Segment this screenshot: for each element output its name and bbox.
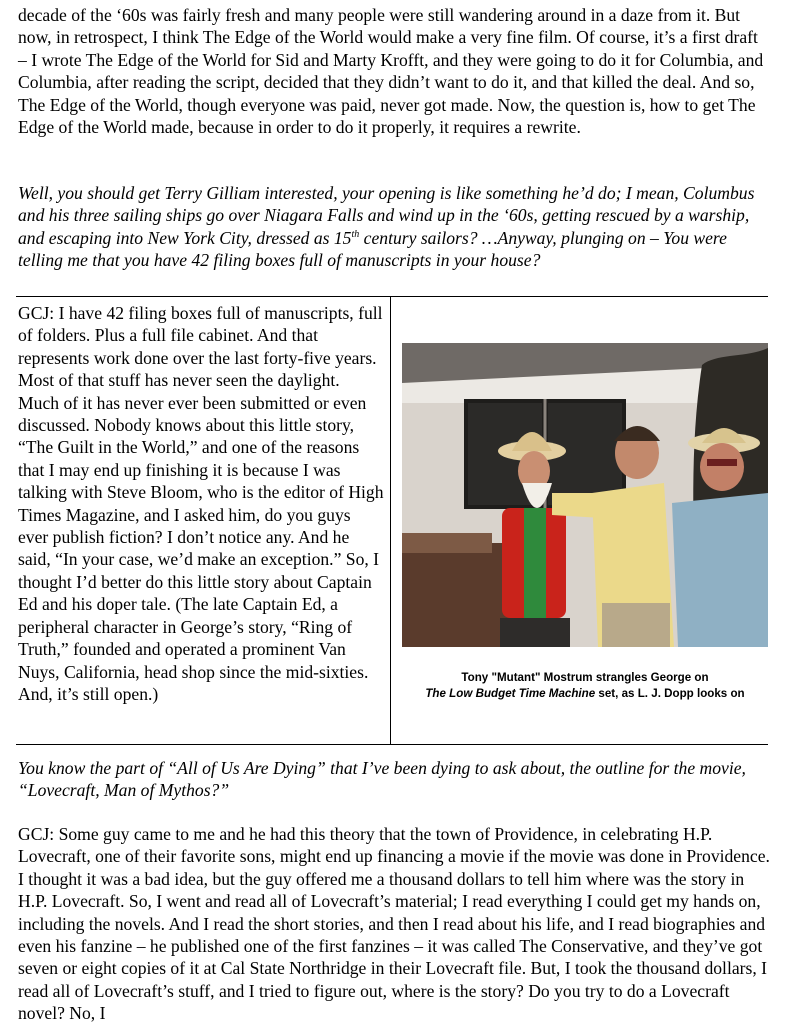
caption-line-2 xyxy=(396,686,774,702)
photograph xyxy=(402,343,768,647)
question-lovecraft: You know the part of “All of Us Are Dying” that I’ve been dying to ask about, the outline for the movie, “Lovecraft, Man of Mythos?” xyxy=(18,758,746,801)
question-terry-gilliam xyxy=(18,182,770,272)
answer-filing-boxes: GCJ: I have 42 filing boxes full of manuscripts, full of folders. Plus a full file cabinet. And that represents work done over the last forty-five years. Most of that stuff has never seen the daylight. Much of it has never ever been submitted or even discussed. Nobody knows about this little story, “The Guilt in the World,” and one of the reasons that I may end up finishing it is because I was talking with Steve Bloom, who is the editor of High Times Magazine, and I asked him, do you guys ever publish fiction? I don’t notice any. And he said, “In your case, we’d make an exception.” So, I thought I’d better do this little story about Captain Ed and his doper tale. (The late Captain Ed, a peripheral character in George’s story, “Ring of Truth,” founded and operated a prominent Van Nuys, California, head shop since the mid-sixties. And, it’s still open.) xyxy=(18,303,384,704)
caption-film-title: The Low Budget Time Machine xyxy=(425,687,596,700)
column-divider xyxy=(390,296,391,744)
question-text-b: century sailors? …Anyway, plunging on – You were telling me that you have 42 filing boxes full of manuscripts in your house? xyxy=(18,227,727,271)
superscript-th: th xyxy=(351,228,360,240)
divider-bottom xyxy=(16,744,768,745)
photo-caption xyxy=(396,670,774,702)
divider-top xyxy=(16,296,768,297)
caption-line-1: Tony "Mutant" Mostrum strangles George on xyxy=(461,671,709,684)
answer-lovecraft: GCJ: Some guy came to me and he had this theory that the town of Providence, in celebrating H.P. Lovecraft, one of their favorite sons, might end up financing a movie if the movie was done in Providence. I thought it was a bad idea, but the guy offered me a thousand dollars to tell him where was the story in H.P. Lovecraft. So, I went and read all of Lovecraft’s material; I read everything I could get my hands on, including the novels. And I read the short stories, and then I read about his life, and I read biographies and even his fanzine – he published one of the first fanzines – it was called The Conservative, and they’ve got seven or eight copies of it at Cal State Northridge in their Lovecraft file. But, I took the thousand dollars, I read all of Lovecraft’s stuff, and I tried to figure out, where is the story? Do you try to do a Lovecraft novel? No, I xyxy=(18,824,770,1024)
paragraph-edge-of-the-world: decade of the ‘60s was fairly fresh and many people were still wandering around in a daze from it. But now, in retrospect, I think The Edge of the World would make a very fine film. Of course, it’s a first draft – I wrote The Edge of the World for Sid and Marty Krofft, and they were going to do it for Columbia, and Columbia, after reading the script, decided that they didn’t want to do it, and that killed the deal. And so, The Edge of the World, though everyone was paid, never got made. Now, the question is, how to get The Edge of the World made, because in order to do it properly, it requires a rewrite. xyxy=(18,5,764,138)
question-text-a: Well, you should get Terry Gilliam interested, your opening is like something he’d do; I mean, Columbus and his three sailing ships go over Niagara Falls and wind up in the ‘60s, getting rescued by a warship, and escaping into New York City, dressed as 15 xyxy=(18,183,755,248)
caption-line-2-rest: set, as L. J. Dopp looks on xyxy=(595,687,745,700)
